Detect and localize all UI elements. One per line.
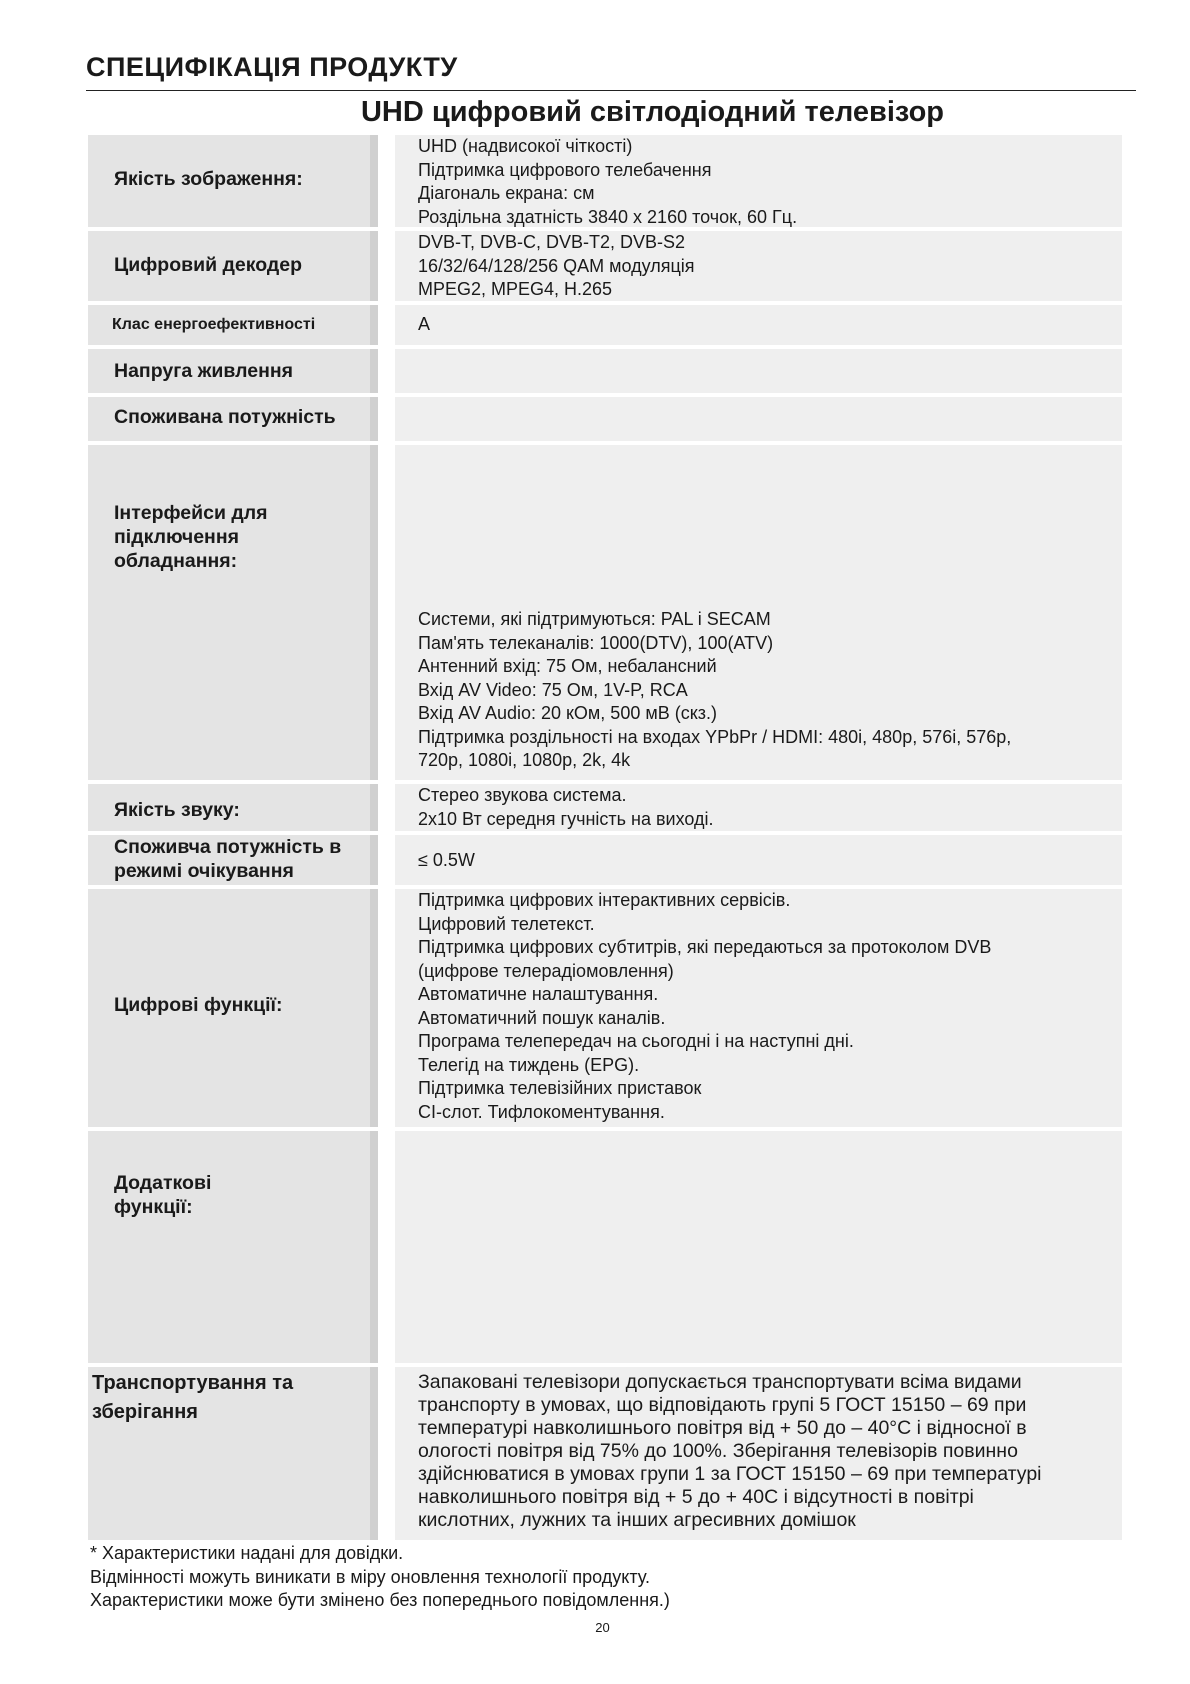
spec-label: Додаткові функції: bbox=[114, 1172, 212, 1218]
spec-row-standby-power bbox=[88, 835, 1122, 885]
spec-row-supply-voltage bbox=[88, 349, 1122, 393]
spec-row-interfaces bbox=[88, 445, 1122, 780]
spec-label: Клас енергоефективності bbox=[112, 316, 316, 333]
spec-label: Споживча потужність в режимі очікування bbox=[114, 836, 342, 882]
heading-rule bbox=[86, 90, 1136, 91]
page-number: 20 bbox=[595, 1620, 610, 1635]
spec-row-sound-quality bbox=[88, 784, 1122, 831]
spec-label-cell bbox=[88, 445, 378, 780]
spec-label: Інтерфейси для підключення обладнання: bbox=[114, 502, 268, 572]
spec-label: Цифровий декодер bbox=[114, 254, 303, 276]
spec-row-power-consumption bbox=[88, 397, 1122, 441]
footnote: * Характеристики надані для довідки. Відмінності можуть виникати в міру оновлення технології продукту. Характеристики може бути змінено без попереднього повідомлення.) bbox=[90, 1543, 670, 1610]
spec-value: A bbox=[418, 314, 431, 334]
spec-label: Цифрові функції: bbox=[114, 994, 283, 1016]
spec-row-transport-storage bbox=[88, 1367, 1122, 1540]
spec-value: Запаковані телевізори допускається транспортувати всіма видами транспорту в умовах, що відповідають групі 5 ГОСТ 15150 – 69 при температурі навколишнього повітря від + 50 до – 40°С і відносної в ологості повітря від 75% до 100%. Зберігання телевізорів повинно здійснюватися в умовах групи 1 за ГОСТ 15150 – 69 при температурі навколишнього повітря від + 5 до + 40С і відсутності в повітрі кислотних, лужних та інших агресивних домішок bbox=[418, 1371, 1042, 1531]
spec-value: DVB-T, DVB-C, DVB-T2, DVB-S2 16/32/64/128/256 QAM модуляція MPEG2, MPEG4, H.265 bbox=[418, 232, 695, 299]
spec-label: Напруга живлення bbox=[114, 360, 294, 382]
spec-label: Споживана потужність bbox=[114, 406, 336, 428]
spec-label: Якість зображення: bbox=[114, 168, 303, 190]
spec-row-picture-quality bbox=[88, 135, 1122, 227]
spec-value-cell bbox=[395, 397, 1122, 441]
spec-value: Стерео звукова система. 2х10 Вт середня гучність на виході. bbox=[418, 785, 714, 829]
spec-value-cell bbox=[395, 349, 1122, 393]
product-title: UHD цифровий світлодіодний телевізор bbox=[360, 96, 945, 128]
page-heading: СПЕЦИФІКАЦІЯ ПРОДУКТУ bbox=[86, 52, 458, 82]
spec-row-digital-functions bbox=[88, 889, 1122, 1127]
spec-label: Транспортування та зберігання bbox=[92, 1372, 294, 1423]
spec-label-cell bbox=[88, 1131, 378, 1363]
spec-row-digital-decoder bbox=[88, 231, 1122, 301]
spec-value: UHD (надвисокої чіткості) Підтримка цифрового телебачення Діагональ екрана: см Роздільна здатність 3840 x 2160 точок, 60 Гц. bbox=[418, 136, 798, 227]
spec-row-energy-class bbox=[88, 305, 1122, 345]
spec-value: Системи, які підтримуються: PAL і SECAM Пам'ять телеканалів: 1000(DTV), 100(ATV) Антенний вхід: 75 Ом, небалансний Вхід AV Video: 75 Ом, 1V-P, RCA Вхід AV Audio: 20 кОм, 500 мВ (скз.) Підтримка роздільності на входах YPbPr / HDMI: 480i, 480p, 576i, 576p, 720p, 1080i, 1080p, 2k, 4k bbox=[418, 609, 1012, 770]
spec-value: Підтримка цифрових інтерактивних сервісів. Цифровий телетекст. Підтримка цифрових субтитрів, які передаються за протоколом DVB (цифрове телерадіомовлення) Автоматичне налаштування. Автоматичний пошук каналів. Програма телепередач на сьогодні і на наступні дні. Телегід на тиждень (EPG). Підтримка телевізійних приставок CI-слот. Тифлокоментування. bbox=[418, 890, 992, 1122]
spec-label: Якість звуку: bbox=[114, 799, 240, 821]
spec-value: ≤ 0.5W bbox=[418, 850, 475, 870]
spec-row-additional-functions bbox=[88, 1131, 1122, 1363]
spec-value-cell bbox=[395, 1131, 1122, 1363]
